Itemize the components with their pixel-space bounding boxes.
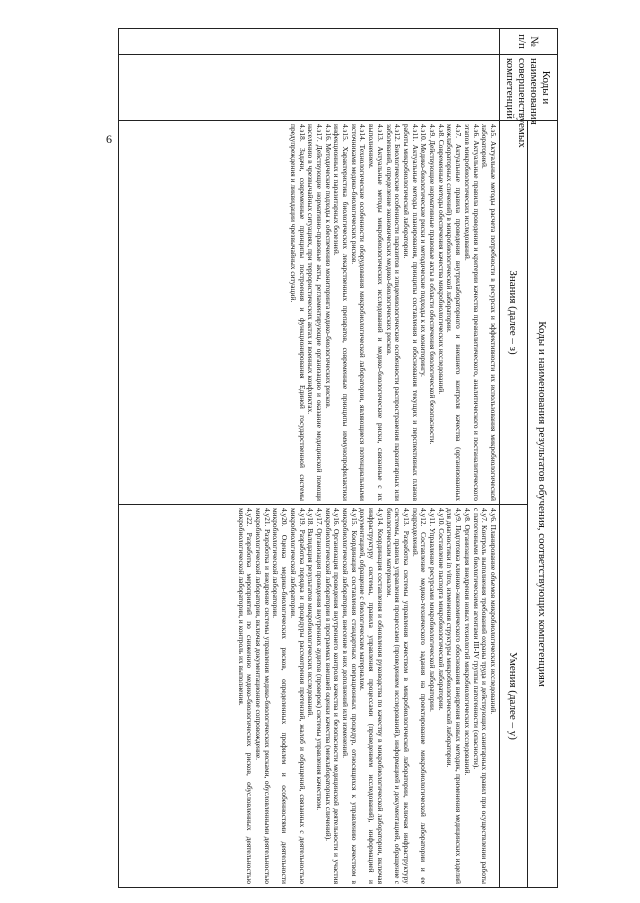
skill-item: 4.у16. Организация проведения внутреннего контроля качества и безопасности медицинской деятельности и участия микробиологической лаборатории в программах внешней оценки качества (межлабораторных сличений). [323, 508, 342, 884]
rotated-page-area [118, 28, 558, 888]
knowledge-item: 4.з12. Биологические особенности паразитов и эпидемиологические особенности распространения паразитарных или заболеваний, определение экономических медико-биологических рисков. [384, 124, 403, 501]
knowledge-item: 4.з15. Характеристика биологических лекарственных препаратов, современные принципы иммунопрофилактики инфекционных и паразитарных болезней. [332, 124, 351, 501]
knowledge-cell [119, 121, 500, 505]
skill-item: 4.у13. Разработка системы управления качеством в микробиологической лаборатории, включая инфраструктуру системы, правила управления процессами (проведением исследований), информацией и документацией, обращение с биологическим материалом. [384, 508, 411, 884]
skill-item: 4.у6. Планирование объемов микробиологических исследований. [489, 508, 498, 715]
skill-item: 4.у9. Подготовка клинико-экономического обоснования внедрения новых методик, применения медицинских изделий для диагностики in vitro, изменения структуры микробиологической лаборатории. [445, 508, 464, 884]
landscape-content [118, 28, 558, 888]
competency-codes-cell [119, 55, 500, 121]
knowledge-item: 4.з11. Актуальные методы планирования, принципы составления и обоснования текущих и перспективных планов работы микробиологической лаборатории. [401, 124, 420, 501]
skill-item: 4.у7. Контроль выполнения требований охраны труда и действующих санитарных правил при осуществлении работы с патогенными биологическими агентами III-IV группы патогенности (опасности). [471, 508, 490, 884]
skills-cell [119, 505, 500, 888]
skill-item: 4.у8. Организация внедрения новых технологий микробиологических исследований. [462, 508, 472, 776]
knowledge-item: 4.з8. Современные методы обеспечения качества микробиологических исследований. [436, 124, 446, 395]
learning-results-header: Коды и наименования результатов обучения, соответствующих компетенциям [528, 121, 558, 888]
competency-table [118, 28, 558, 888]
skill-item: 4.у17. Организация проведения внутренних аудитов (проверок) системы управления качеством. [314, 508, 324, 811]
knowledge-item: 4.з18. Задачи, современные принципы построения и функционирования Единой государственной системы предупреждения и ликвидации чрезвычайных ситуаций. [288, 124, 307, 501]
knowledge-item: 4.з17. Действующие нормативно-правовые акты, регламентирующие организацию и оказание медицинской помощи населению в чрезвычайных ситуациях, при террористических актах и военных конфликтах. [306, 124, 324, 501]
skill-item: 4.у11. Управление ресурсами микробиологической лаборатории. [428, 508, 438, 712]
skill-item: 4.у19. Разработка порядка и процедуры рассмотрения претензий, жалоб и обращений, связанных с деятельностью микробиологической лаборатории. [288, 508, 307, 884]
competency-codes-header: Коды и наименования совершенствуемых компетенций [500, 55, 558, 121]
skill-item: 4.у18. Валидация результатов микробиологических исследований. [306, 508, 316, 718]
knowledge-item: 4.з10. Медико-биологические риски и методические подходы к их мониторингу. [419, 124, 429, 377]
page-number: 6 [106, 132, 112, 146]
skill-item: 4.у12. Составление медико-технического задания на проектирование микробиологической лаборатории и ее подразделений. [410, 508, 429, 884]
skill-item: 4.у14. Координация составления и обновления руководства по качеству в микробиологической лаборатории, включая инфраструктуру системы, правила управления процессами (проведением исследований), информацией и документацией, обращение с биологическим материалом. [358, 508, 385, 884]
knowledge-item: 4.з14. Технологические особенности оборудования микробиологической лаборатории, являющиеся потенциальными источниками медико-биологических рисков. [349, 124, 368, 501]
knowledge-header: Знания (далее – з) [500, 121, 528, 505]
knowledge-item: 4.з6. Актуальные правила проведения и критерии качества преаналитического, аналитического и постаналитического этапов микробиологических исследований. [462, 124, 481, 501]
knowledge-item: 4.з5. Актуальные методы расчета потребности в ресурсах и эффективности их использования микробиологической лабораторией. [480, 124, 498, 501]
knowledge-item: 4.з7. Актуальные правила проведения внутрилабораторного и внешнего контроля качества (организованных межлабораторных сличений) в микробиологической лаборатории. [445, 124, 464, 501]
row-number-header: № п/п [500, 29, 558, 55]
skill-item: 4.у22. Разработка мероприятий по снижению медико-биологических рисков, обусловленных деятельностью микробиологической лаборатории, и контроль их выполнения. [236, 508, 255, 884]
row-number-cell [119, 29, 500, 55]
skill-item: 4.у10. Составление паспорта микробиологической лаборатории. [436, 508, 446, 711]
knowledge-item: 4.з16. Методические подходы к обеспечению мониторинга медико-биологических рисков. [323, 124, 333, 409]
skill-item: 4.у21. Разработка и внедрение системы управления медико-биологических рисками, обусловленными деятельностью микробиологической лаборатории, включая документационное сопровождение. [254, 508, 272, 884]
knowledge-item: 4.з13. Актуальные методы микробиологических исследований и медико-биологические риски, связанные с их выполнением. [367, 124, 385, 501]
skills-header: Умения (далее – у) [500, 505, 528, 888]
skill-item: 4.у20. Оценка медико-биологических рисков, определенных профилем и особенностями деятельности микробиологической лаборатории. [271, 508, 290, 884]
knowledge-item: 4.з9. Действующие нормативные правовые акты в области обеспечения биологической безопасности. [428, 124, 438, 445]
skill-item: 4.у15. Координация составления стандартных операционных процедур, относящихся к управлению качеством в микробиологической лаборатории, внесение в них дополнений или изменений. [341, 508, 359, 884]
